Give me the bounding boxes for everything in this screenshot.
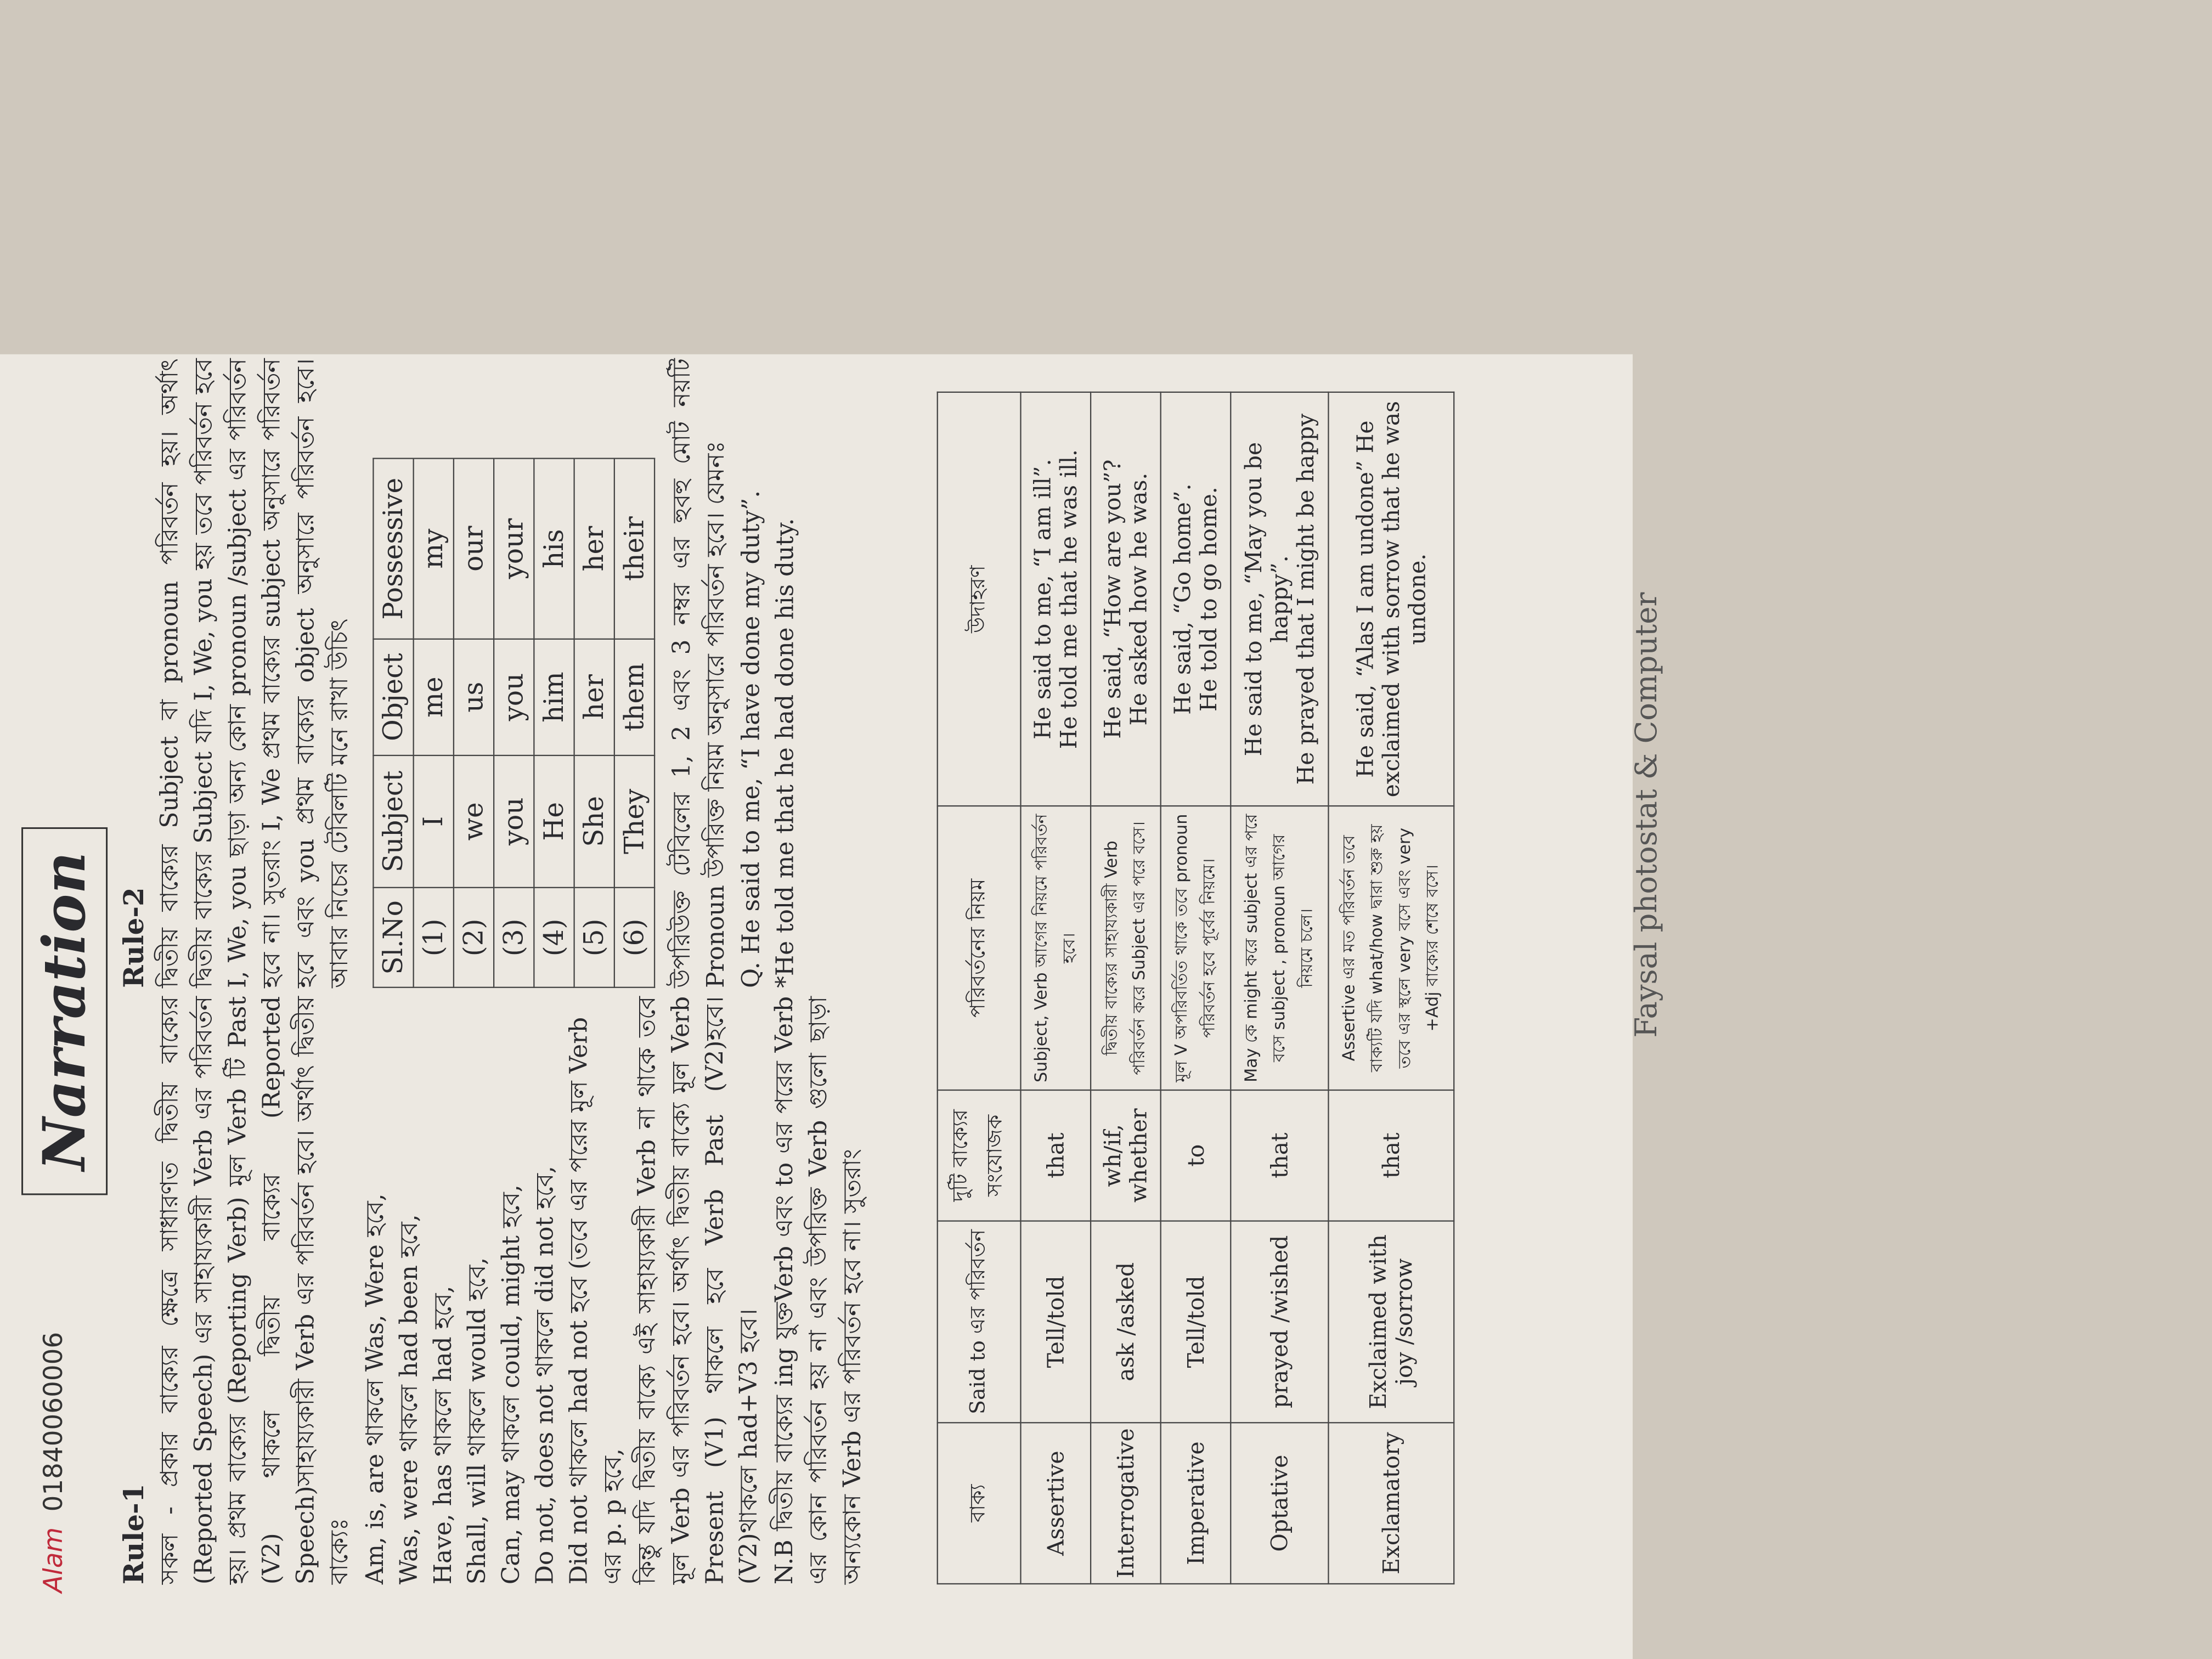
cell: me <box>414 639 454 755</box>
rule1-nb: N.B দ্বিতীয় বাক্যের ing যুক্তVerb এবং to এর পরের Verb এর কোন পরিবর্তন হয় না এবং উপরিক্ত Verb গুলো ছাড়া অন্যকোন Verb এর পরিবর্তন হবে না। সুতরাং <box>770 996 866 1585</box>
handwritten-header <box>38 1332 68 1593</box>
example-direct: He said to me, “I am ill”. <box>1029 459 1056 740</box>
example-direct: He said, “Alas I am undone” He exclaimed with sorrow that he was undone. <box>1352 400 1431 798</box>
change-rule: দ্বিতীয় বাক্যের সাহায্যকারী Verb পরিবর্তন করে Subject এর পরে বসে। <box>1091 806 1161 1090</box>
shop-footer: Faysal photostat & Computer <box>1628 592 1663 1038</box>
connector: that <box>1020 1090 1091 1221</box>
col-header: উদাহরণ <box>938 392 1021 806</box>
example-direct: He said to me, “May you be happy”. <box>1240 442 1293 757</box>
table-row <box>574 459 614 988</box>
example-question: Q. He said to me, “I have done my duty”. <box>736 490 765 988</box>
cell: They <box>614 755 654 888</box>
cell: (6) <box>614 888 654 988</box>
connector: that <box>1328 1090 1454 1221</box>
said-change: Exclaimed with joy /sorrow <box>1328 1221 1454 1423</box>
table-row <box>534 459 574 988</box>
signature: Alam <box>38 1527 69 1593</box>
said-change: prayed /wished <box>1231 1221 1328 1423</box>
cell: (3) <box>494 888 534 988</box>
table-row <box>1231 392 1328 1584</box>
example-cell <box>1328 392 1454 806</box>
example-indirect: He prayed that I might be happy <box>1293 413 1319 785</box>
pronoun-table-header <box>373 459 413 988</box>
cell: I <box>414 755 454 888</box>
connector: wh/if, whether <box>1091 1090 1161 1221</box>
cell: (5) <box>574 888 614 988</box>
col-header: Sl.No <box>373 888 413 988</box>
cell: her <box>574 459 614 639</box>
rule1-title: Rule-1 <box>117 1483 150 1585</box>
rule2-intro: দ্বিতীয় বাক্যের Subject বা pronoun পরিবর্তন হয়। অর্থাৎ দ্বিতীয় বাক্যের Subject যদি I, We, you হয় তবে পরিবর্তন হবে I, We, you ছাড়া অন্য কোন pronoun /subject এর পরিবর্তন হবে না। সুতরাং I, We প্রথম বাক্যের subject অনুসারে পরিবর্তন হবে এবং you প্রথম বাক্যের object অনুসারে পরিবর্তন হবে।আবার নিচের টেবিলটি মনে রাখা উচিৎ <box>155 358 353 988</box>
table-row <box>454 459 494 988</box>
example-cell <box>1231 392 1328 806</box>
page-title: Narration <box>30 851 99 1171</box>
table-row <box>1328 392 1454 1584</box>
pronoun-table <box>373 458 655 988</box>
table-row <box>1020 392 1091 1584</box>
col-header: Said to এর পরিবর্তন <box>938 1221 1021 1423</box>
table-row <box>494 459 534 988</box>
rule1-line: Did not থাকলে had not হবে (তবে এর পরের মূল Verb এর p. p হবে, <box>564 1017 627 1585</box>
sentence-type: Interrogative <box>1091 1423 1161 1584</box>
title-box <box>21 827 108 1195</box>
cell: He <box>534 755 574 888</box>
col-header: বাক্য <box>938 1423 1021 1584</box>
table-row <box>614 459 654 988</box>
change-rule: May কে might করে subject এর পরে বসে subject , pronoun আগের নিয়মে চলে। <box>1231 806 1328 1090</box>
example-cell <box>1091 392 1161 806</box>
cell: (1) <box>414 888 454 988</box>
rule1-line: Have, has থাকলে had হবে, <box>428 1285 457 1585</box>
rule1-line: Am, is, are থাকলে Was, Were হবে, <box>360 1193 389 1585</box>
rule2-after: উপরিউক্ত টেবিলের 1, 2 এবং 3 নম্বর এর হুবহু মোট নয়টি Pronoun উপরিক্ত নিয়ম অনুসারে পরিবর্তন হবে। যেমনঃ <box>667 358 730 988</box>
cell: us <box>454 639 494 755</box>
cell: you <box>494 755 534 888</box>
sentence-type: Exclamatory <box>1328 1423 1454 1584</box>
example-direct: He said, “Go home”. <box>1169 483 1196 715</box>
example-answer: *He told me that he had done his duty. <box>770 518 799 988</box>
example-indirect: He told me that he was ill. <box>1056 449 1082 749</box>
cell: her <box>574 639 614 755</box>
rule1-line: Do not, does not থাকলে did not হবে, <box>530 1166 559 1585</box>
rule1-line: Can, may থাকলে could, might হবে, <box>496 1184 525 1585</box>
sentence-type: Optative <box>1231 1423 1328 1584</box>
example-indirect: He told to go home. <box>1195 487 1222 712</box>
rules-table-header <box>938 392 1021 1584</box>
cell: you <box>494 639 534 755</box>
connector: that <box>1231 1090 1328 1221</box>
col-header: Possessive <box>373 459 413 639</box>
narration-rules-table-wrap <box>937 392 1455 1584</box>
phone-number: 01840060006 <box>38 1331 69 1512</box>
cell: him <box>534 639 574 755</box>
example-indirect: He asked how he was. <box>1125 472 1152 726</box>
cell: your <box>494 459 534 639</box>
cell: their <box>614 459 654 639</box>
said-change: ask /asked <box>1091 1221 1161 1423</box>
cell: (4) <box>534 888 574 988</box>
cell: my <box>414 459 454 639</box>
col-header: Subject <box>373 755 413 888</box>
col-header: পরিবর্তনের নিয়ম <box>938 806 1021 1090</box>
change-rule: Assertive এর মত পরিবর্তন তবে বাক্যটি যদি what/how দ্বারা শুরু হয় তবে এর স্থলে very বসে এবং very +Adj বাক্যের শেষে বসে। <box>1328 806 1454 1090</box>
col-header: Object <box>373 639 413 755</box>
example-cell <box>1161 392 1231 806</box>
col-header: দুটি বাক্যের সংযোজক <box>938 1090 1021 1221</box>
sentence-type: Assertive <box>1020 1423 1091 1584</box>
cell: his <box>534 459 574 639</box>
cell: them <box>614 639 654 755</box>
cell: our <box>454 459 494 639</box>
rule1-line: Shall, will থাকলে would হবে, <box>462 1257 491 1585</box>
narration-rules-table <box>937 392 1455 1584</box>
change-rule: Subject, Verb আগের নিয়মে পরিবর্তন হবে। <box>1020 806 1091 1090</box>
document-page <box>0 354 1663 1659</box>
table-row <box>414 459 454 988</box>
cell: (2) <box>454 888 494 988</box>
rule1-para2: কিন্তু যদি দ্বিতীয় বাক্যে এই সাহায্যকারী Verb না থাকে তবে মূল Verb এর পরিবর্তন হবে। অর্থাৎ দ্বিতীয় বাক্যে মূল Verb Present (V1) থাকলে হবে Verb Past (V2)হবে। (V2)থাকলে had+V3 হবে। <box>632 996 763 1585</box>
change-rule: মূল V অপরিবর্তিত থাকে তবে pronoun পরিবর্তন হবে পূর্বের নিয়মে। <box>1161 806 1231 1090</box>
cell: we <box>454 755 494 888</box>
said-change: Tell/told <box>1020 1221 1091 1423</box>
example-cell <box>1020 392 1091 806</box>
rule1-intro: সকল - প্রকার বাক্যের ক্ষেত্রে সাধারণত দ্বিতীয় বাক্যের (Reported Speech) এর সাহায্যকারী Verb এর পরিবর্তন হয়। প্রথম বাক্যের (Reporting Verb) মূল Verb টি Past (V2) থাকলে দ্বিতীয় বাক্যের (Reported Speech)সাহায্যকারী Verb এর পরিবর্তন হবে। অর্থাৎ দ্বিতীয় বাক্যেঃ <box>155 996 353 1585</box>
sentence-type: Imperative <box>1161 1423 1231 1584</box>
rule1-section <box>117 996 871 1584</box>
table-row <box>1161 392 1231 1584</box>
rule2-title: Rule-2 <box>117 887 150 988</box>
rule1-line: Was, were থাকলে had been হবে, <box>394 1214 423 1585</box>
rule2-section <box>117 358 802 988</box>
cell: She <box>574 755 614 888</box>
table-row <box>1091 392 1161 1584</box>
said-change: Tell/told <box>1161 1221 1231 1423</box>
connector: to <box>1161 1090 1231 1221</box>
example-direct: He said, “How are you”? <box>1099 459 1126 739</box>
